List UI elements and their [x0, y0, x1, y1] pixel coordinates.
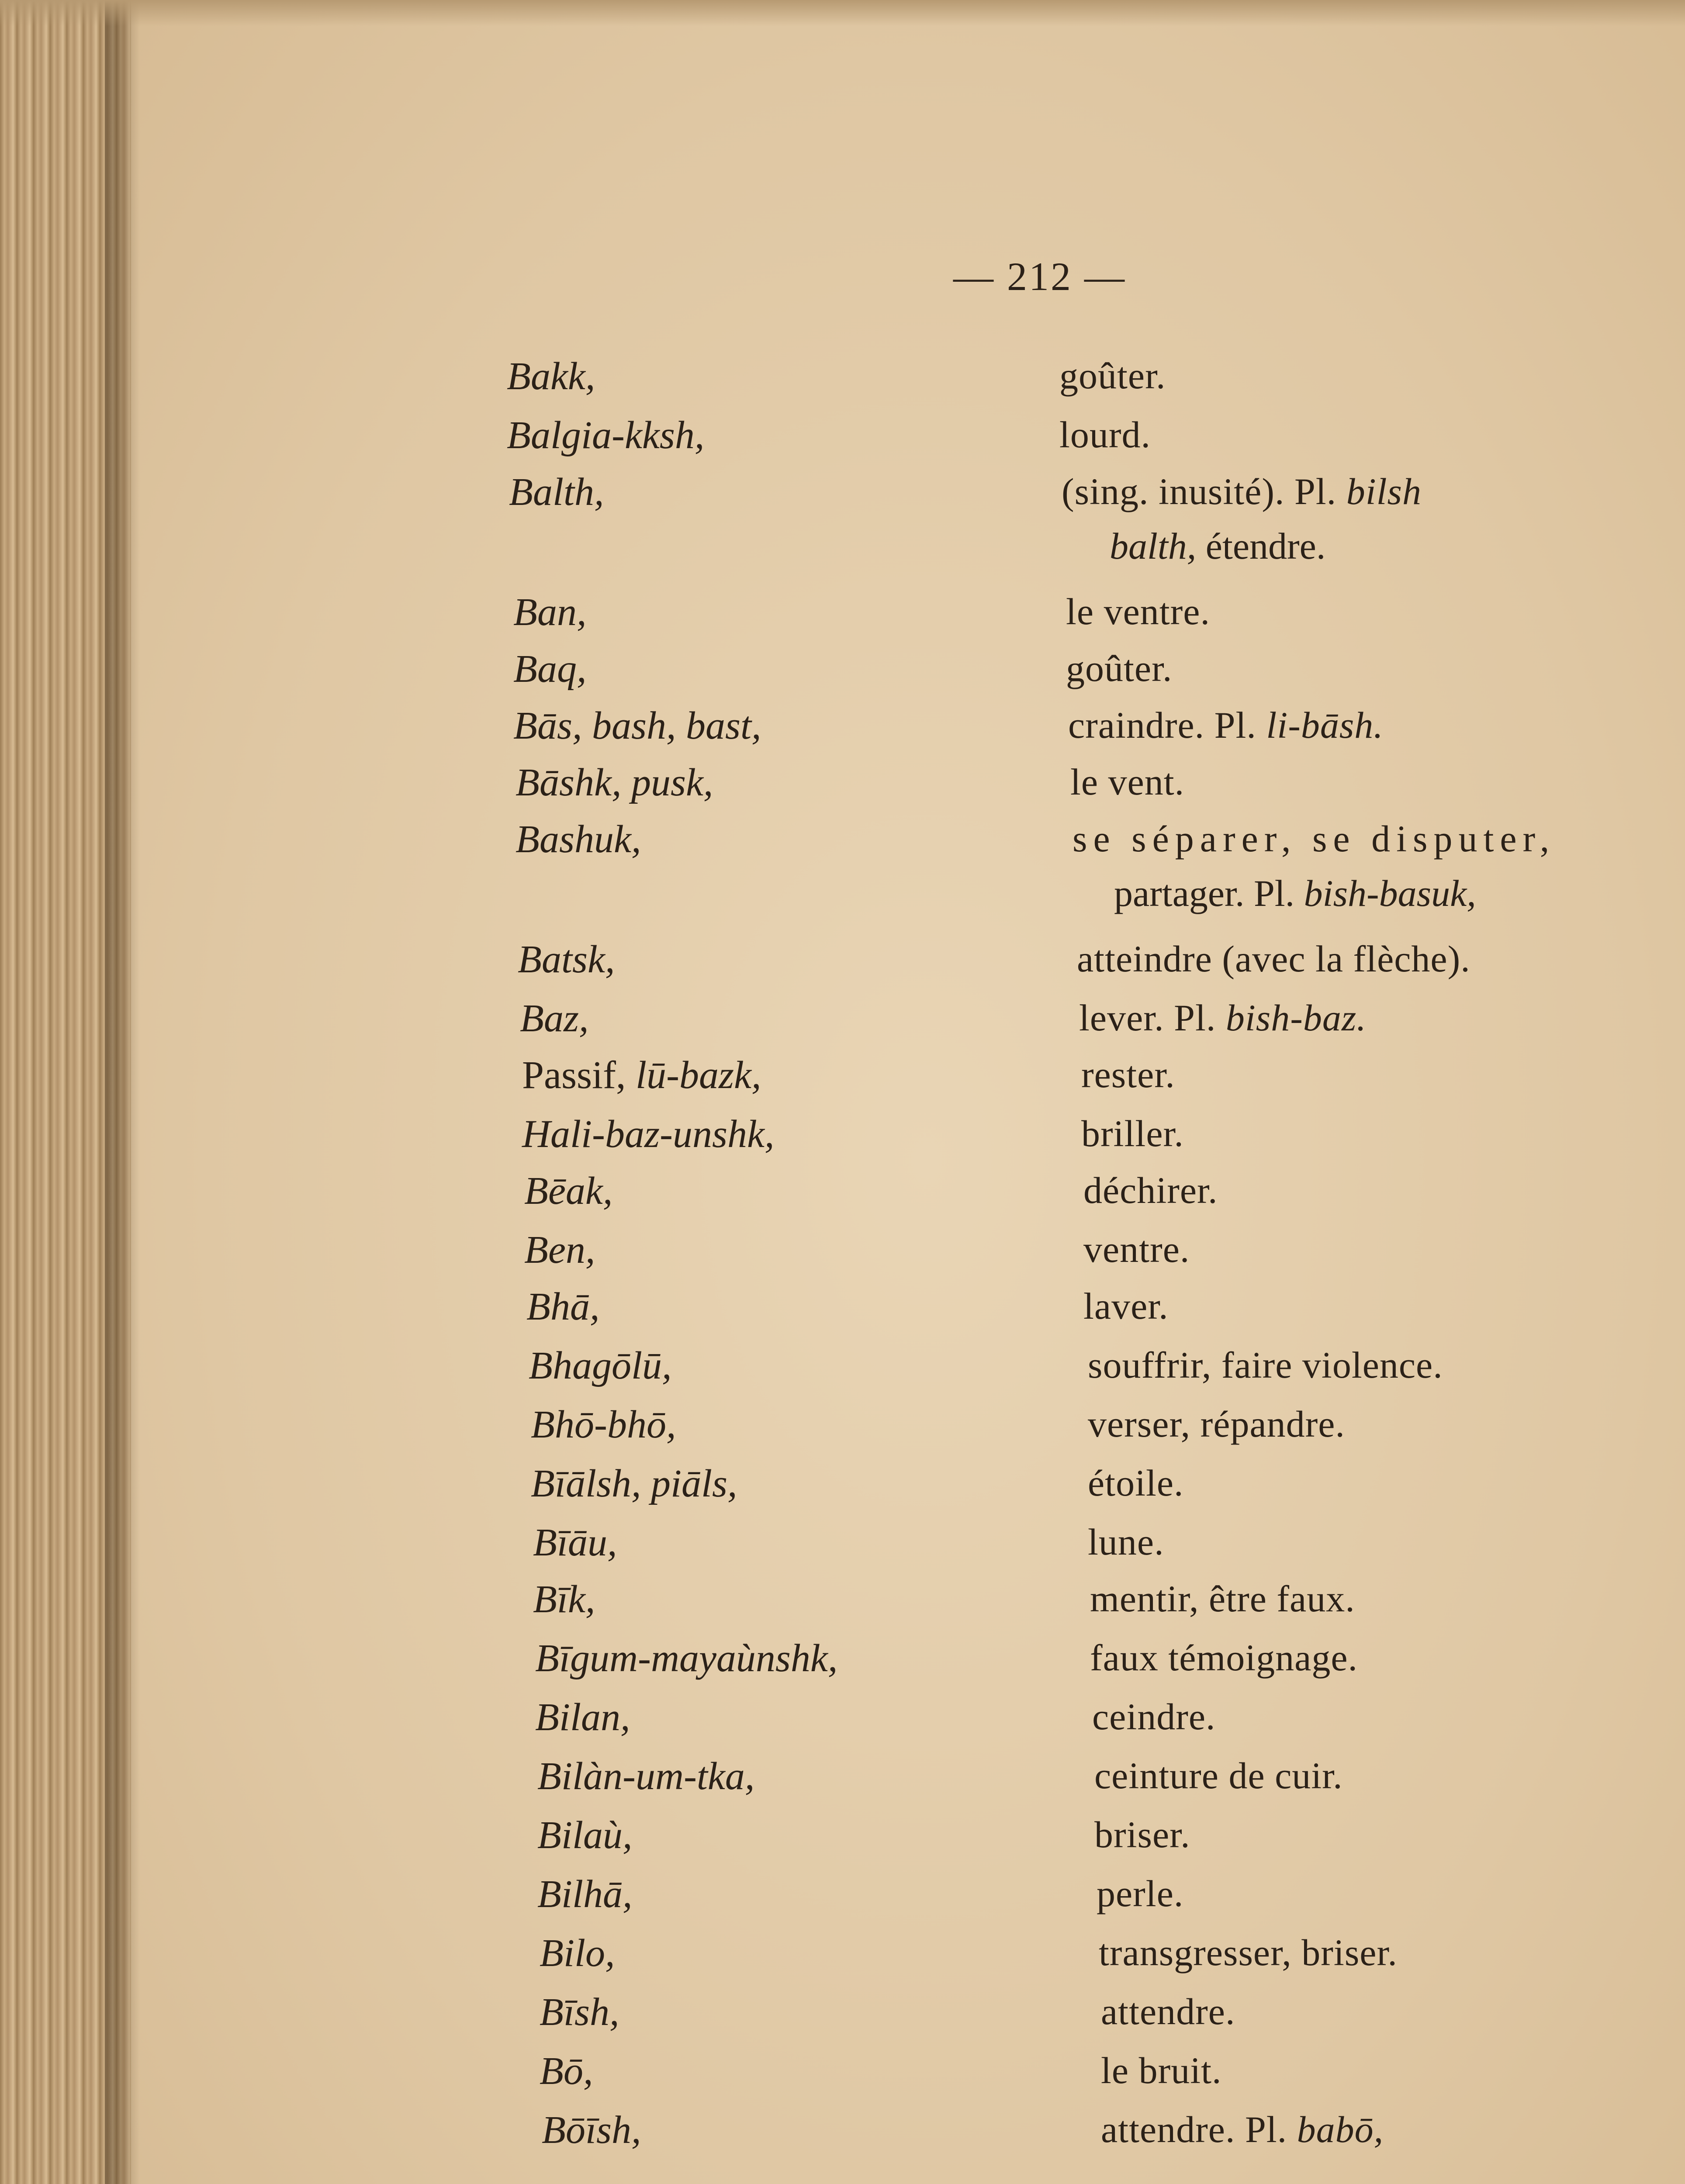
- entry-definition: goûter.: [1066, 647, 1173, 689]
- entry-term: Bilàn-um-tka,: [537, 1755, 755, 1798]
- entry-term: Bilhā,: [537, 1873, 633, 1916]
- entry-term: Balgia-kksh,: [507, 414, 705, 457]
- entry-definition: le vent.: [1070, 761, 1185, 803]
- entry-continuation: partager. Pl. bish-basuk,: [1114, 872, 1476, 914]
- entry-definition-italic: bilsh: [1346, 470, 1422, 512]
- entry-definition: attendre. Pl. babō,: [1101, 2108, 1384, 2150]
- entry-definition: atteindre (avec la flèche).: [1077, 938, 1470, 980]
- entry-definition: ceinture de cuir.: [1094, 1755, 1343, 1797]
- entry-term: Bīk,: [533, 1578, 595, 1621]
- entry-definition: déchirer.: [1083, 1169, 1218, 1211]
- entry-definition: lever. Pl. bish-baz.: [1079, 997, 1367, 1039]
- entry-definition: craindre. Pl. li-bāsh.: [1068, 704, 1384, 746]
- entry-definition: se séparer, se disputer,: [1073, 818, 1556, 860]
- entry-term: Bās, bash, bast,: [513, 704, 761, 747]
- entry-term: Bīālsh, piāls,: [531, 1462, 737, 1505]
- entry-continuation: balth, étendre.: [1110, 525, 1326, 567]
- entry-definition: ventre.: [1083, 1228, 1190, 1270]
- entry-definition: briser.: [1094, 1814, 1190, 1856]
- entry-term: Baz,: [520, 997, 589, 1040]
- entry-definition-italic: babō,: [1297, 2108, 1384, 2150]
- entry-term: Bīsh,: [540, 1990, 619, 2034]
- entry-term: Batsk,: [518, 938, 615, 981]
- entry-definition: ceindre.: [1092, 1696, 1216, 1738]
- entry-definition: le ventre.: [1066, 591, 1210, 632]
- entry-term: Balth,: [509, 470, 604, 514]
- entry-term: Bēak,: [524, 1169, 613, 1213]
- entry-term: Hali-baz-unshk,: [522, 1113, 775, 1156]
- entry-definition-italic: bish-baz.: [1225, 997, 1367, 1039]
- entry-term: Bhō-bhō,: [531, 1403, 676, 1446]
- entry-term: Bilan,: [535, 1696, 630, 1739]
- entry-definition: transgresser, briser.: [1099, 1932, 1398, 1973]
- entry-definition: souffrir, faire violence.: [1088, 1344, 1443, 1386]
- entry-term: Bakk,: [507, 355, 595, 398]
- entry-definition: verser, répandre.: [1088, 1403, 1345, 1445]
- entry-term: Bāshk, pusk,: [516, 761, 713, 804]
- entry-definition: étoile.: [1088, 1462, 1184, 1504]
- entry-definition: faux témoignage.: [1090, 1637, 1358, 1679]
- entry-term: Baq,: [513, 647, 587, 691]
- entry-term: Bhā,: [526, 1285, 600, 1328]
- entry-term: Bīgum-mayaùnshk,: [535, 1637, 838, 1680]
- entry-term: Ban,: [513, 591, 587, 634]
- entry-term: Bō,: [540, 2049, 593, 2093]
- entry-term: Bilaù,: [537, 1814, 633, 1857]
- entry-definition: lune.: [1088, 1521, 1164, 1563]
- entry-definition: mentir, être faux.: [1090, 1578, 1355, 1620]
- entry-definition: briller.: [1081, 1113, 1184, 1154]
- entry-term: Ben,: [524, 1228, 595, 1272]
- entry-definition-italic: li-bāsh.: [1266, 704, 1384, 746]
- entry-definition: rester.: [1081, 1054, 1175, 1095]
- entry-definition: le bruit.: [1101, 2049, 1222, 2091]
- entry-term: Bōīsh,: [542, 2108, 641, 2152]
- entry-term: Bhagōlū,: [529, 1344, 672, 1387]
- entry-term: Passif, lū-bazk,: [522, 1054, 761, 1097]
- entry-definition: attendre.: [1101, 1990, 1235, 2032]
- entry-definition: goûter.: [1059, 355, 1166, 397]
- entry-term: Bashuk,: [516, 818, 641, 861]
- page-number: — 212 —: [953, 254, 1126, 299]
- entry-definition: lourd.: [1059, 414, 1151, 456]
- entry-definition: laver.: [1083, 1285, 1169, 1327]
- entry-term: Bīāu,: [533, 1521, 617, 1564]
- entry-definition: (sing. inusité). Pl. bilsh: [1062, 470, 1422, 512]
- entry-definition: perle.: [1097, 1873, 1184, 1914]
- entry-term: Bilo,: [540, 1932, 615, 1975]
